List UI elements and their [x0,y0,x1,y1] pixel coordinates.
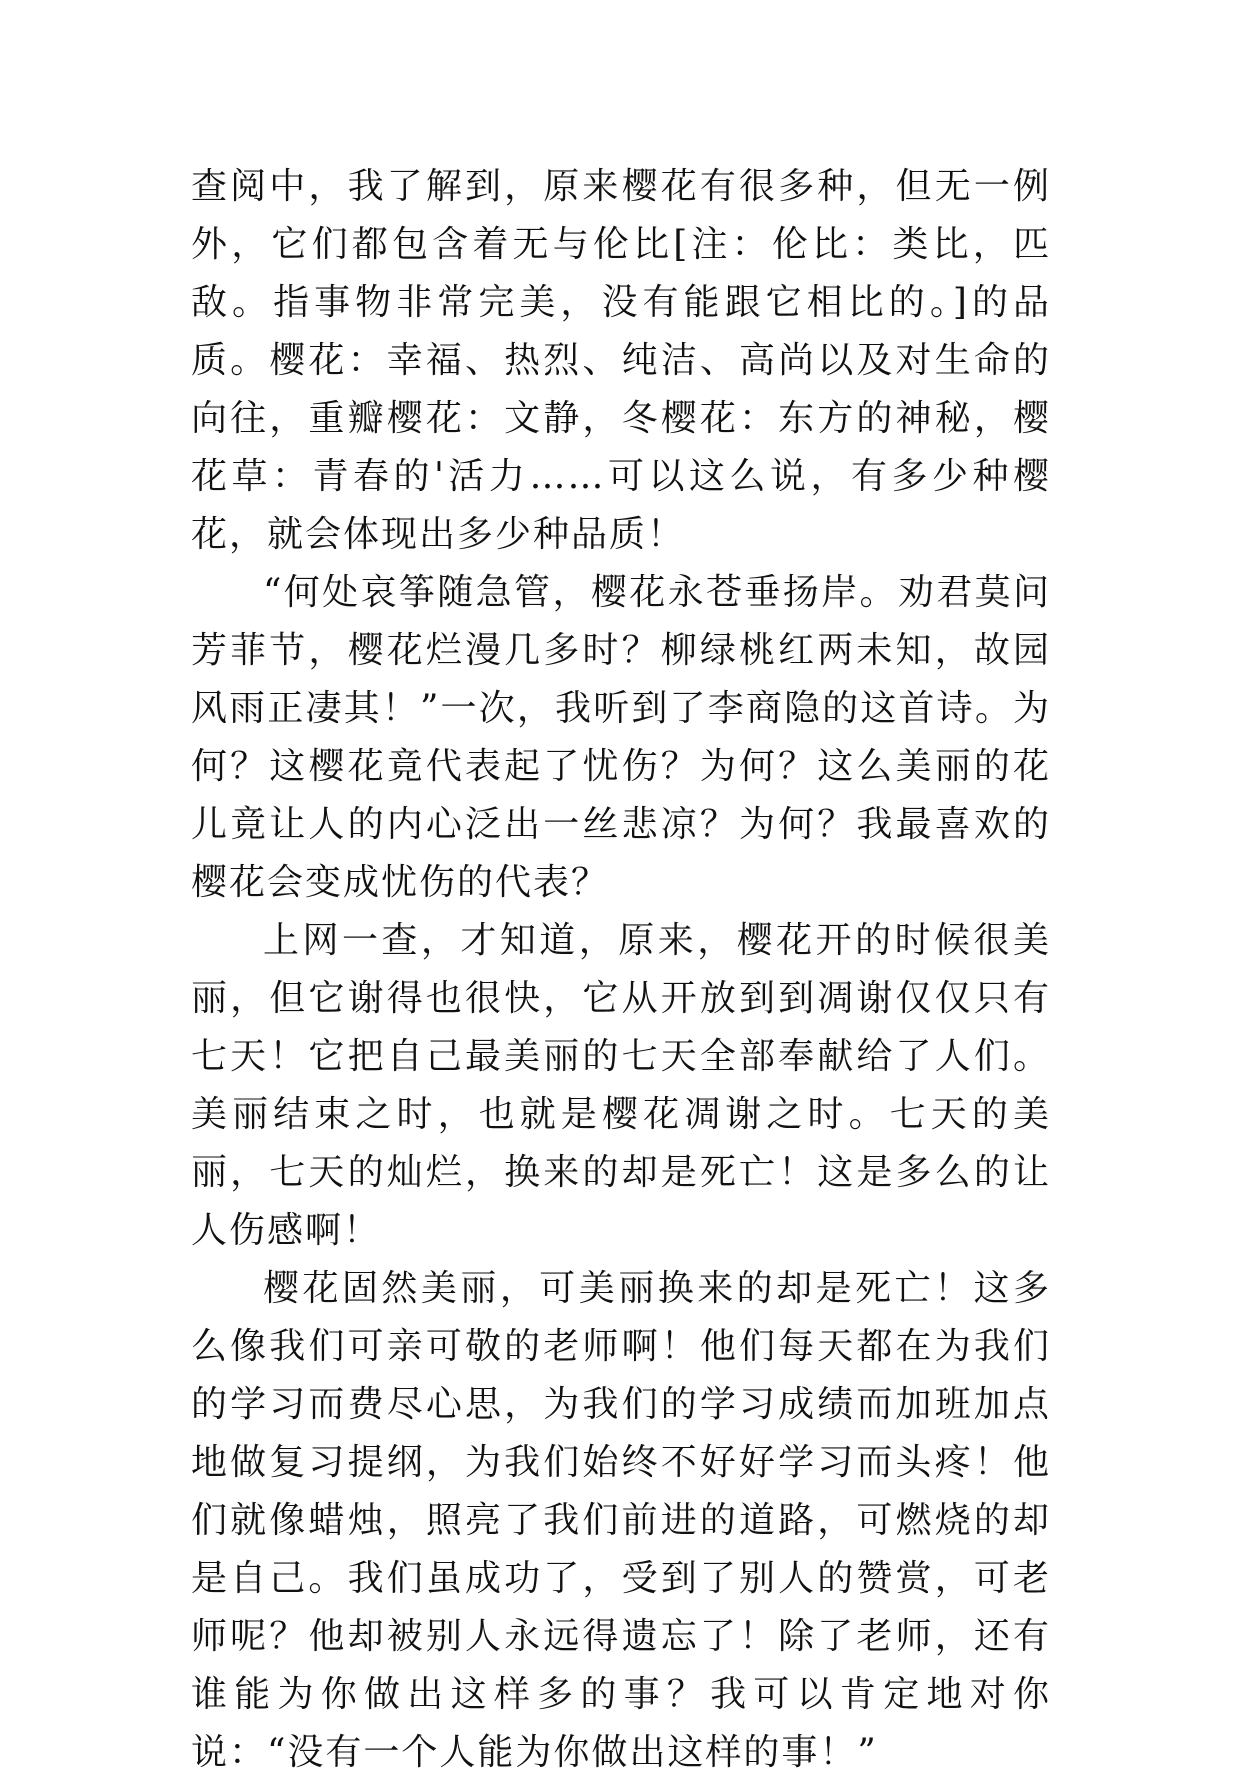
paragraph-4: 樱花固然美丽，可美丽换来的却是死亡！这多么像我们可亲可敬的老师啊！他们每天都在为我们的学习而费尽心思，为我们的学习成绩而加班加点地做复习提纲，为我们始终不好好学习而头疼！他们就像蜡烛，照亮了我们前进的道路，可燃烧的却是自己。我们虽成功了，受到了别人的赞赏，可老师呢？他却被别人永远得遗忘了！除了老师，还有谁能为你做出这样多的事？我可以肯定地对你说：“没有一个人能为你做出这样的事！” [191,1268,1051,1773]
document-body [191,158,1051,1782]
paragraph-3: 上网一查，才知道，原来，樱花开的时候很美丽，但它谢得也很快，它从开放到到凋谢仅仅只有七天！它把自己最美丽的七天全部奉献给了人们。美丽结束之时，也就是樱花凋谢之时。七天的美丽，七天的灿烂，换来的却是死亡！这是多么的让人伤感啊！ [191,920,1051,1251]
paragraph-2: “何处哀筝随急管，樱花永苍垂扬岸。劝君莫问芳菲节，樱花烂漫几多时？柳绿桃红两未知，故园风雨正凄其！”一次，我听到了李商隐的这首诗。为何？这樱花竟代表起了忧伤？为何？这么美丽的花儿竟让人的内心泛出一丝悲凉？为何？我最喜欢的樱花会变成忧伤的代表？ [191,572,1051,903]
paragraph-1: 查阅中，我了解到，原来樱花有很多种，但无一例外，它们都包含着无与伦比[注：伦比：类比，匹敌。指事物非常完美，没有能跟它相比的。]的品质。樱花：幸福、热烈、纯洁、高尚以及对生命的向往，重瓣樱花：文静，冬樱花：东方的神秘，樱花草：青春的'活力……可以这么说，有多少种樱花，就会体现出多少种品质！ [191,166,1051,555]
